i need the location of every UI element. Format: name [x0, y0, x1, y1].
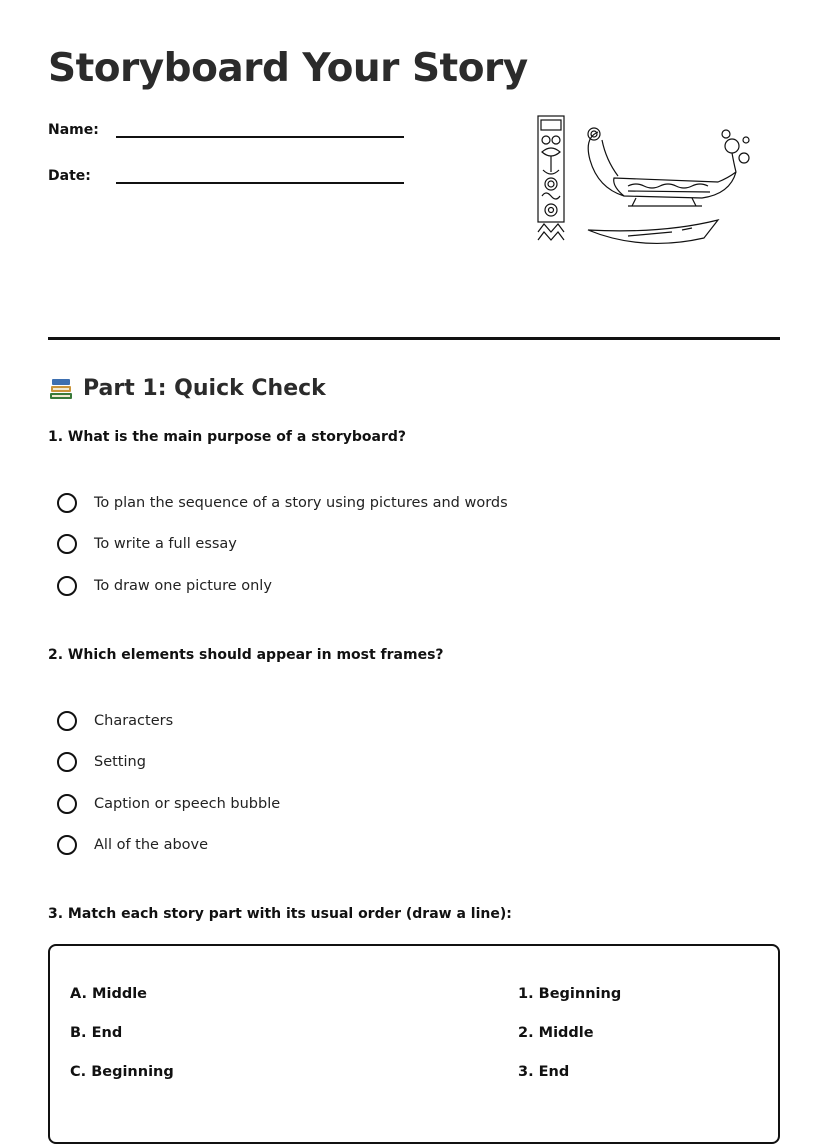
name-field[interactable]	[116, 118, 404, 138]
radio-button[interactable]	[57, 752, 77, 772]
match-left-b[interactable]: B. End	[70, 1025, 123, 1041]
radio-button[interactable]	[57, 711, 77, 731]
books-icon	[48, 375, 74, 401]
q1-option-3[interactable]	[57, 573, 272, 599]
waka-canoe-icon	[588, 128, 749, 243]
date-label: Date:	[48, 168, 91, 184]
option-label: All of the above	[94, 837, 209, 853]
option-label: To write a full essay	[94, 536, 237, 552]
q2-option-2[interactable]	[57, 749, 146, 775]
carved-pole-icon	[538, 116, 564, 240]
name-label: Name:	[48, 122, 99, 138]
radio-button[interactable]	[57, 794, 77, 814]
q1-option-2[interactable]	[57, 531, 237, 557]
date-field-row	[48, 164, 404, 184]
question-1: 1. What is the main purpose of a storyboard?	[48, 429, 407, 445]
match-right-2[interactable]: 2. Middle	[518, 1025, 594, 1041]
match-right-1[interactable]: 1. Beginning	[518, 986, 622, 1002]
question-3: 3. Match each story part with its usual order (draw a line):	[48, 906, 512, 922]
q2-option-3[interactable]	[57, 791, 280, 817]
date-field[interactable]	[116, 164, 404, 184]
option-label: Characters	[94, 713, 174, 729]
match-right-3[interactable]: 3. End	[518, 1064, 570, 1080]
part1-title	[48, 375, 326, 401]
q1-option-1[interactable]	[57, 490, 508, 516]
question-2: 2. Which elements should appear in most frames?	[48, 647, 444, 663]
page-title: Storyboard Your Story	[48, 46, 528, 91]
radio-button[interactable]	[57, 534, 77, 554]
header-divider	[48, 337, 780, 340]
match-left-a[interactable]: A. Middle	[70, 986, 148, 1002]
maori-carving-and-waka-illustration	[532, 112, 760, 252]
matching-box	[48, 944, 780, 1144]
option-label: To plan the sequence of a story using pictures and words	[94, 495, 508, 511]
option-label: Setting	[94, 754, 146, 770]
q2-option-1[interactable]	[57, 708, 173, 734]
name-field-row	[48, 118, 404, 138]
radio-button[interactable]	[57, 835, 77, 855]
radio-button[interactable]	[57, 493, 77, 513]
part1-title-text: Part 1: Quick Check	[83, 375, 326, 401]
match-left-c[interactable]: C. Beginning	[70, 1064, 174, 1080]
option-label: To draw one picture only	[94, 578, 272, 594]
radio-button[interactable]	[57, 576, 77, 596]
q2-option-4[interactable]	[57, 832, 208, 858]
option-label: Caption or speech bubble	[94, 796, 281, 812]
